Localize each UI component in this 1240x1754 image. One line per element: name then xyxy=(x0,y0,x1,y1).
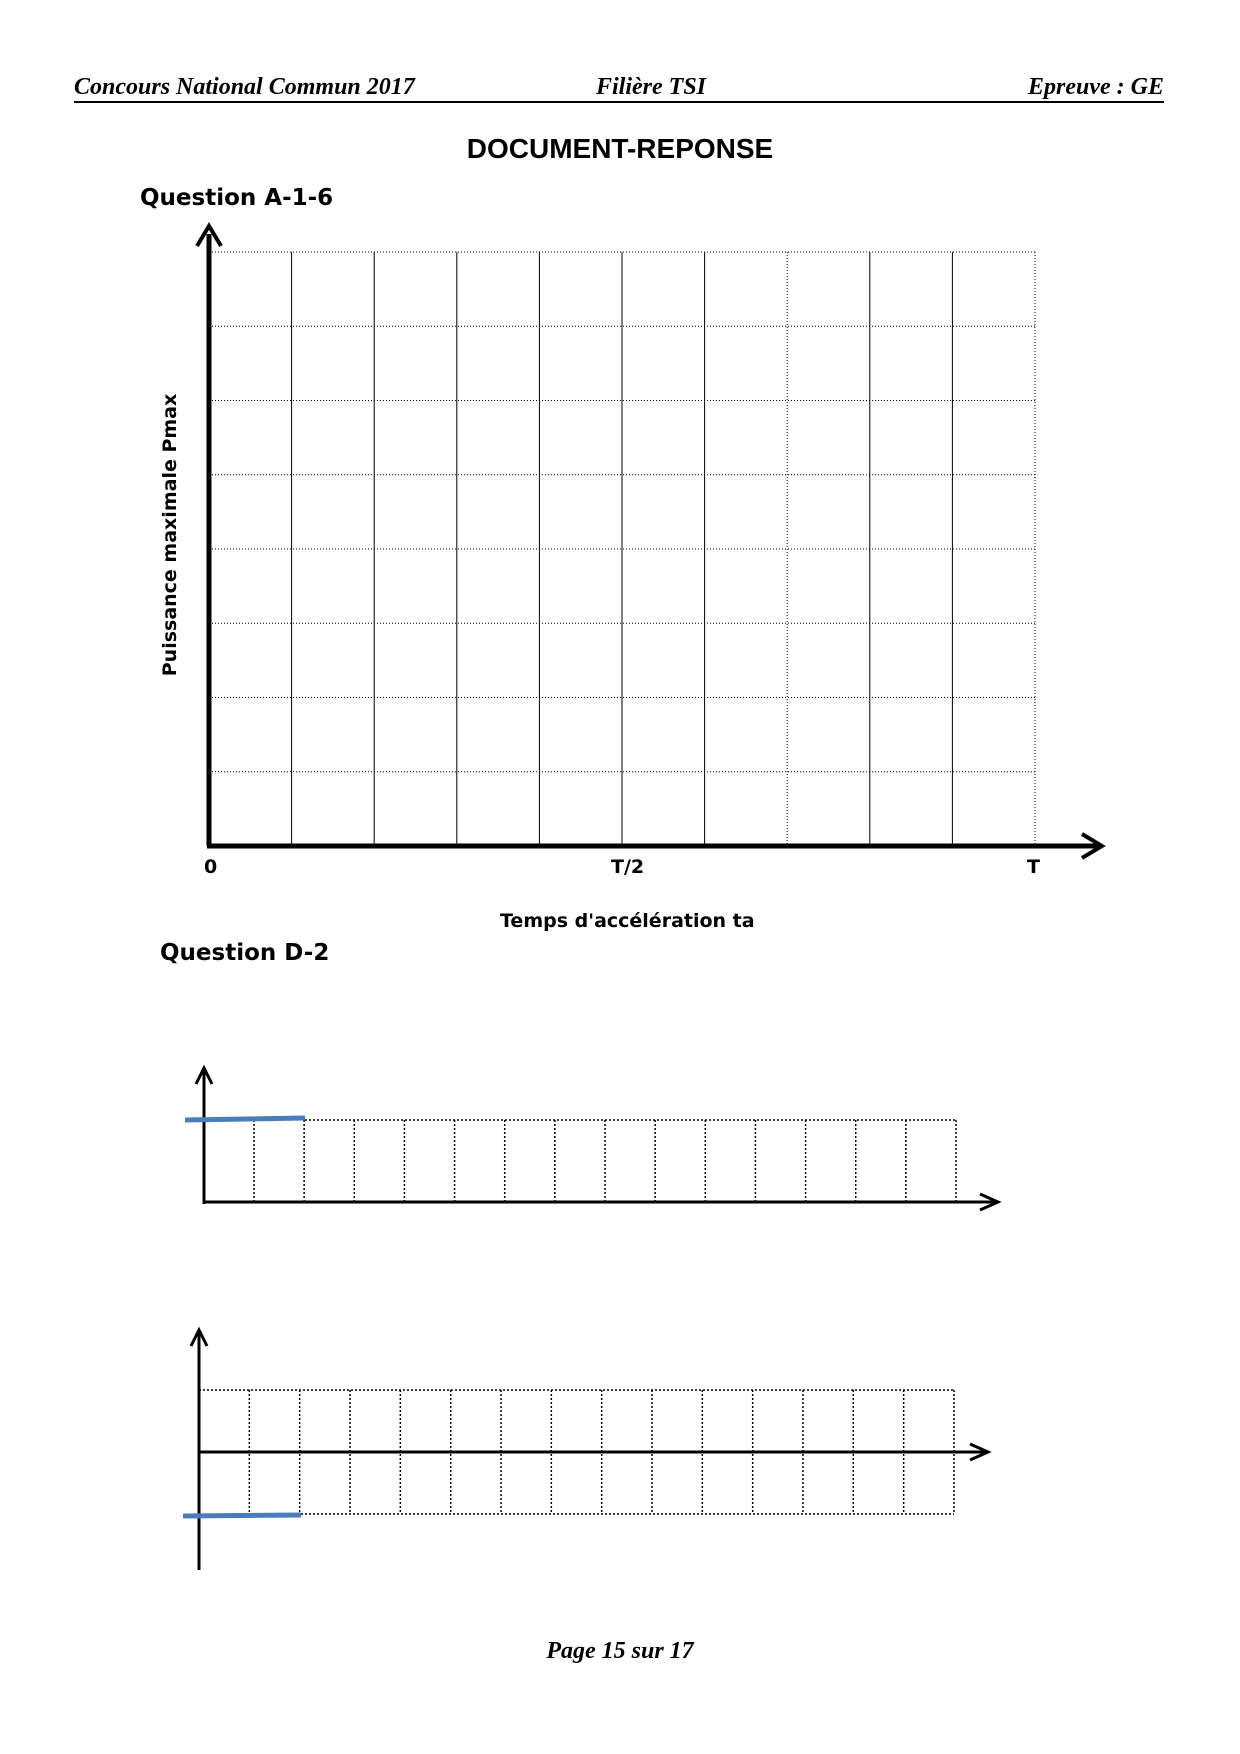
chart-a-xlabel: Temps d'accélération ta xyxy=(500,910,755,932)
page-number: Page 15 sur 17 xyxy=(546,1638,694,1664)
question-a-label: Question A-1-6 xyxy=(140,185,334,211)
document-title: DOCUMENT-REPONSE xyxy=(466,133,774,164)
chart-a-tick-half: T/2 xyxy=(611,856,645,878)
question-d-label: Question D-2 xyxy=(160,940,330,966)
chart-d1-series-segment xyxy=(185,1118,305,1120)
header-exam: Epreuve : GE xyxy=(1028,74,1164,100)
header-track: Filière TSI xyxy=(596,74,707,100)
chart-a-ylabel: Puissance maximale Pmax xyxy=(159,393,181,677)
chart-d1-grid xyxy=(254,1120,956,1202)
header-competition: Concours National Commun 2017 xyxy=(74,74,415,100)
chart-a-tick-0: 0 xyxy=(204,856,218,878)
chart-a-tick-t: T xyxy=(1027,856,1040,878)
chart-d2-series-segment xyxy=(183,1515,301,1516)
